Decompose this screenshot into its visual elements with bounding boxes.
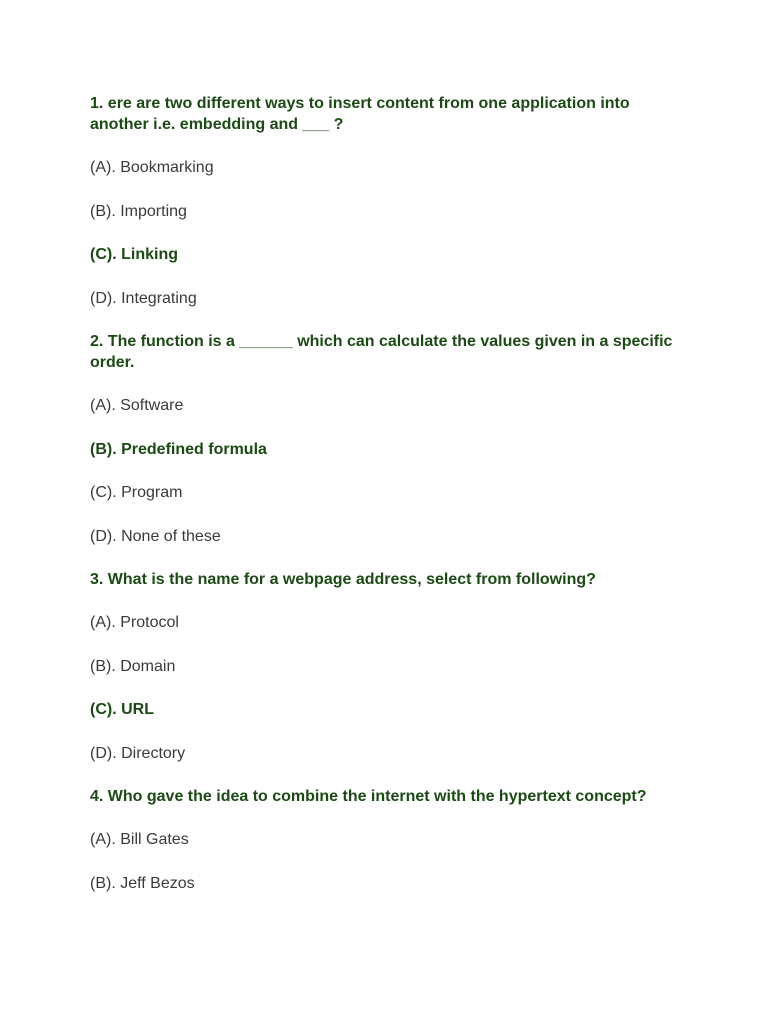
question-text: 3. What is the name for a webpage address, select from following? (90, 571, 596, 588)
question-block (90, 786, 680, 894)
answer-option: (A). Bookmarking (90, 159, 214, 176)
correct-answer-option: (C). Linking (90, 246, 178, 263)
answer-option: (D). None of these (90, 527, 221, 545)
answer-option: (A). Software (90, 397, 184, 414)
correct-answer-option: (C). URL (90, 701, 154, 718)
answer-option: (B). Domain (90, 657, 176, 675)
question-block (90, 569, 680, 764)
question-block (90, 331, 680, 547)
answer-option: (D). Integrating (90, 289, 197, 307)
correct-answer-option: (B). Predefined formula (90, 440, 267, 458)
answer-option: (A). Protocol (90, 614, 179, 631)
question-text: 1. ere are two different ways to insert content from one application into another i.e. embedding and ___ ? (90, 95, 630, 133)
quiz-content (90, 93, 680, 916)
question-block (90, 93, 680, 309)
question-text: 4. Who gave the idea to combine the internet with the hypertext concept? (90, 788, 647, 805)
question-text: 2. The function is a ______ which can calculate the values given in a specific order. (90, 333, 673, 371)
answer-option: (D). Directory (90, 744, 186, 762)
answer-option: (B). Jeff Bezos (90, 874, 195, 892)
answer-option: (B). Importing (90, 202, 187, 220)
answer-option: (C). Program (90, 484, 183, 501)
answer-option: (A). Bill Gates (90, 831, 189, 848)
